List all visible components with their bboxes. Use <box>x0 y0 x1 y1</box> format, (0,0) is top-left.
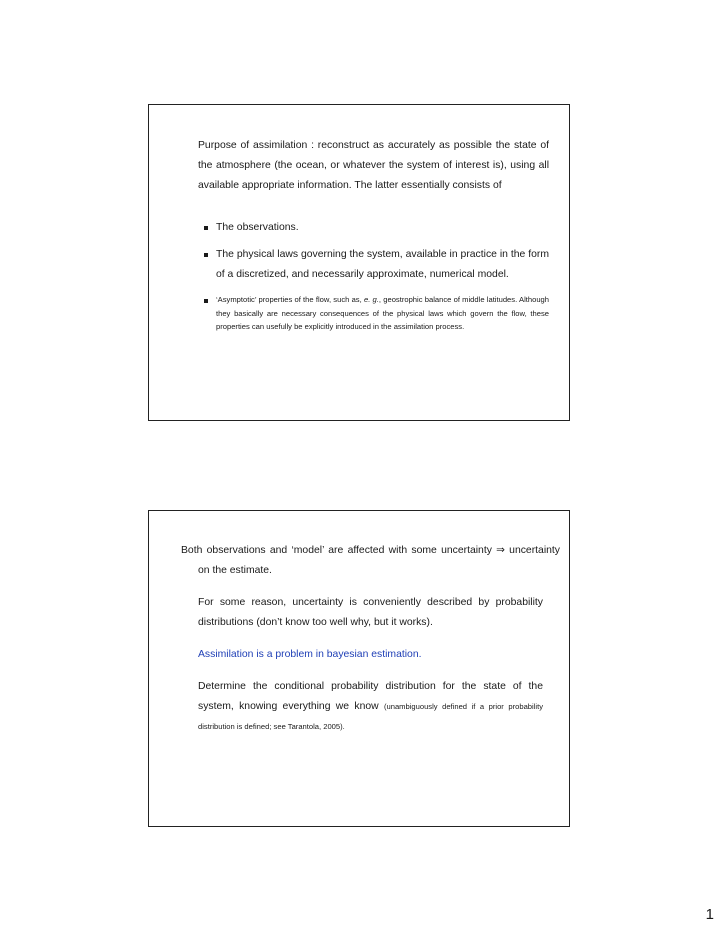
page-number: 1 <box>705 906 714 923</box>
bullet-square-icon <box>204 299 208 303</box>
bullet-asymptotic-properties <box>216 293 549 334</box>
conditional-note-text: (unambiguously defined if a prior probability distribution is defined; see Tarantola, 2005). <box>198 702 543 731</box>
probability-paragraph: For some reason, uncertainty is conveniently described by probability distributions (don’t know too well why, but it works). <box>198 597 543 628</box>
bayesian-estimation-statement: Assimilation is a problem in bayesian estimation. <box>198 649 422 660</box>
bullet-physical-laws: The physical laws governing the system, available in practice in the form of a discretized, and necessarily approximate, numerical model. <box>216 249 549 280</box>
conditional-probability-paragraph <box>198 677 543 737</box>
intro-paragraph: Purpose of assimilation : reconstruct as accurately as possible the state of the atmosphere (the ocean, or whatever the system of interest is), using all available appropriate information. The latter essentially consists of <box>198 140 549 191</box>
asymptotic-text-start: ‘Asymptotic’ properties of the flow, such as, <box>216 295 364 304</box>
uncertainty-paragraph: Both observations and ‘model’ are affected with some uncertainty ⇒ uncertainty on the estimate. <box>181 545 560 576</box>
bullet-observations: The observations. <box>216 222 299 233</box>
conditional-main-text: Determine the conditional probability distribution for the state of the system, knowing everything we know <box>198 681 543 712</box>
bullet-square-icon <box>204 253 208 257</box>
asymptotic-text-em: e. g. <box>363 295 379 304</box>
slide-1 <box>148 104 570 421</box>
slide-2 <box>148 510 570 827</box>
asymptotic-text-end: , geostrophic balance of middle latitudes. Although they basically are necessary consequences of the physical laws which govern the flow, these properties can usefully be explicitly introduced in the assimilation process. <box>216 295 549 331</box>
bullet-square-icon <box>204 226 208 230</box>
